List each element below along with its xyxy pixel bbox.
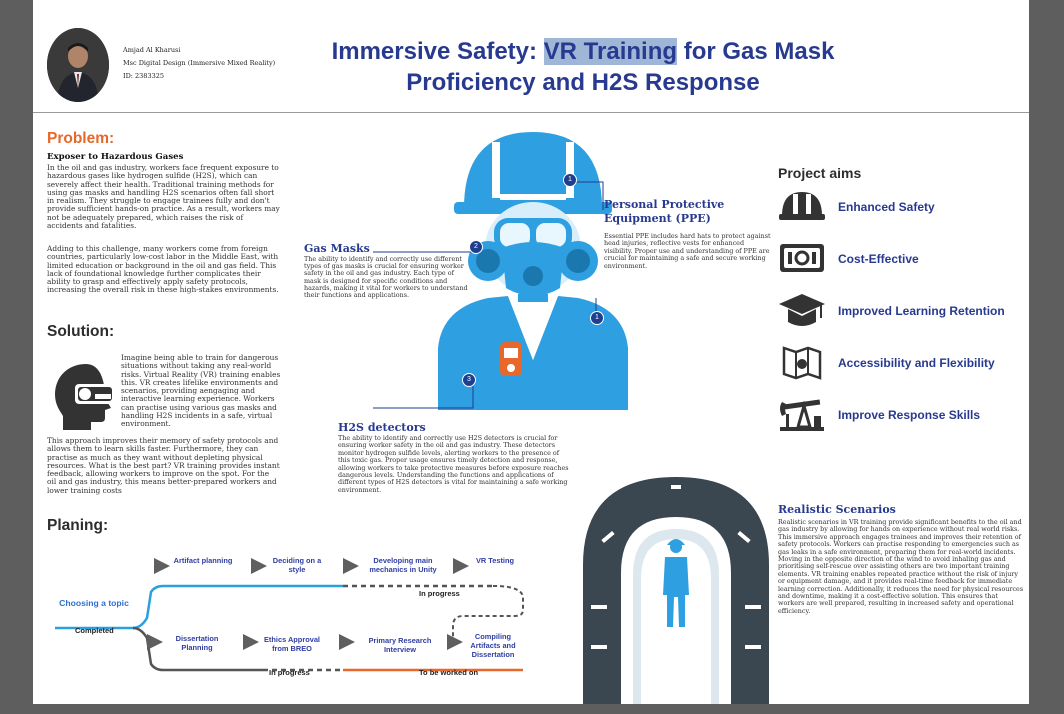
- plan-arrow: [251, 558, 267, 574]
- aim-label: Enhanced Safety: [838, 200, 935, 214]
- plan-top-4: VR Testing: [475, 556, 515, 565]
- author-id: ID: 2383325: [123, 72, 164, 80]
- title-part2: for Gas Mask: [677, 38, 835, 65]
- problem-heading: Problem:: [47, 130, 115, 147]
- author-name: Amjad Al Kharusi: [123, 46, 181, 54]
- plan-arrow: [147, 634, 163, 650]
- plan-top-1: Artifact planning: [173, 556, 233, 565]
- aim-label: Improve Response Skills: [838, 408, 981, 422]
- ppe-title: Personal Protective Equipment (PPE): [604, 198, 725, 225]
- author-info: [123, 44, 275, 83]
- h2s-title: H2S detectors: [338, 421, 426, 434]
- gas-masks-title: Gas Masks: [304, 242, 370, 255]
- plan-arrow: [154, 558, 170, 574]
- h2s-text: The ability to identify and correctly use H2S detectors is crucial for ensuring worker safety in the oil and gas industry. These detectors monitor hydrogen sulfide levels, alerting workers to the presence of this toxic gas. Proper usage ensures timely detection and response, allowing workers to take protective measures before exposure reaches dangerous levels. Understanding the functions and applications of different types of H2S detectors is vital for maintaining a safe working environment.: [338, 434, 569, 494]
- aim-label: Accessibility and Flexibility: [838, 356, 995, 370]
- money-icon: [778, 240, 826, 276]
- marker-ppe: 1: [563, 173, 577, 187]
- plan-arrow: [339, 634, 355, 650]
- plan-start-status: Completed: [75, 626, 114, 635]
- plan-arrow: [243, 634, 259, 650]
- solution-text-full: This approach improves their memory of safety protocols and allows them to learn skills faster. Furthermore, they can practise as much as they want without depleting physical resources. What is the best part? VR training provides instant feedback, allowing workers to improve on the spot. For the oil and gas industry, this means better-prepared workers and lower training costs: [47, 436, 280, 495]
- aim-learning-retention: [778, 292, 1018, 328]
- plan-bottom-status-1: In progress: [269, 668, 310, 677]
- map-icon: [778, 344, 826, 380]
- problem-para1: In the oil and gas industry, workers face frequent exposure to hazardous gases like hydrogen sulfide (H2S), which can severely affect their health. Traditional training methods for using gas masks and handling H2S scenarios often fall short in realism. They struggle to engage trainees fully and don't provide sufficient hands-on practice. As a result, workers may not be adequately prepared, which raises the risk of accidents and fatalities.: [47, 163, 280, 231]
- problem-subheading: Exposer to Hazardous Gases: [47, 152, 184, 162]
- tunnel-illustration: [581, 455, 771, 704]
- plan-top-2: Deciding on a style: [272, 556, 322, 574]
- plan-top-status: In progress: [419, 589, 460, 598]
- author-photo: [47, 28, 109, 102]
- pumpjack-icon: [778, 396, 826, 432]
- marker-h2s: 3: [462, 373, 476, 387]
- vr-head-icon: [51, 360, 121, 432]
- plan-bottom-2: Ethics Approval from BREO: [264, 635, 320, 653]
- title-part1: Immersive Safety:: [331, 38, 544, 65]
- aim-enhanced-safety: [778, 188, 1018, 224]
- aim-cost-effective: [778, 240, 1018, 276]
- solution-heading: Solution:: [47, 323, 115, 340]
- aim-label: Cost-Effective: [838, 252, 919, 266]
- plan-bottom-4: Compiling Artifacts and Dissertation: [470, 632, 516, 659]
- hard-hat-icon: [778, 188, 826, 224]
- realistic-heading: Realistic Scenarios: [778, 503, 896, 516]
- plan-arrow: [453, 558, 469, 574]
- poster-page: [33, 0, 1029, 704]
- marker-gas-masks: 2: [469, 240, 483, 254]
- plan-bottom-1: Dissertation Planning: [175, 634, 219, 652]
- marker-vest: 1: [590, 311, 604, 325]
- plan-arrow: [343, 558, 359, 574]
- title-line2: Proficiency and H2S Response: [406, 69, 760, 96]
- ppe-text: Essential PPE includes hard hats to protect against head injuries, reflective vests for enhanced visibility. Proper use and understanding of PPE are crucial for maintaining a safe and secure working environment.: [604, 232, 771, 270]
- aim-accessibility: [778, 344, 1018, 380]
- realistic-text: Realistic scenarios in VR training provide significant benefits to the oil and gas industry by allowing for hands on experience without real world risks. This immersive approach engages trainees and improves their retention of safety protocols. Workers can practise responding to emergencies such as gas leaks in a safe environment, preparing them for real-world incidents. Moving in the opposite direction of the wind to avoid inhaling gas and prioritising self-rescue over assisting others are two important training elements. VR training enables repeated practice without the risk of injury or equipment damage, and it provides real-time feedback for immediate learning correction. Additionally, it reduces the need for physical resources and downtime, making it a cost-effective solution. This ensures that workers are well prepared, resulting in increased safety and operational efficiency.: [778, 518, 1024, 615]
- graduation-cap-icon: [778, 292, 826, 328]
- header: [33, 0, 1029, 113]
- author-program: Msc Digital Design (Immersive Mixed Reality): [123, 59, 276, 67]
- problem-para2: Adding to this challenge, many workers come from foreign countries, particularly low-cost labor in the Middle East, with limited education or background in the oil and gas field. This lack of foundational knowledge further complicates their ability to grasp and effectively apply safety protocols, increasing the overall risk in these high-stakes environments.: [47, 244, 279, 295]
- title-highlight: VR Training: [543, 38, 678, 65]
- planning-heading: Planing:: [47, 517, 109, 534]
- aims-heading: Project aims: [778, 165, 862, 181]
- plan-bottom-status-2: To be worked on: [419, 668, 479, 677]
- page-title: [263, 36, 903, 98]
- plan-start: Choosing a topic: [59, 598, 129, 608]
- plan-bottom-3: Primary Research Interview: [368, 636, 432, 654]
- solution-text-right: Imagine being able to train for dangerous situations without taking any real-world risks. Virtual Reality (VR) training enables this. VR creates lifelike environments and scenarios, providing aengaging and interactive learning experience. Workers can practise using various gas masks and handling H2S incidents in a safe, virtual environment.: [121, 353, 281, 429]
- aim-label: Improved Learning Retention: [838, 304, 1005, 318]
- aim-response-skills: [778, 396, 1018, 432]
- plan-top-3: Developing main mechanics in Unity: [369, 556, 437, 574]
- gas-masks-text: The ability to identify and correctly use different types of gas masks is crucial for ensuring worker safety in the oil and gas industry. Each type of mask is designed for specific conditions and hazards, making it vital for workers to understand their functions and applications.: [304, 255, 468, 300]
